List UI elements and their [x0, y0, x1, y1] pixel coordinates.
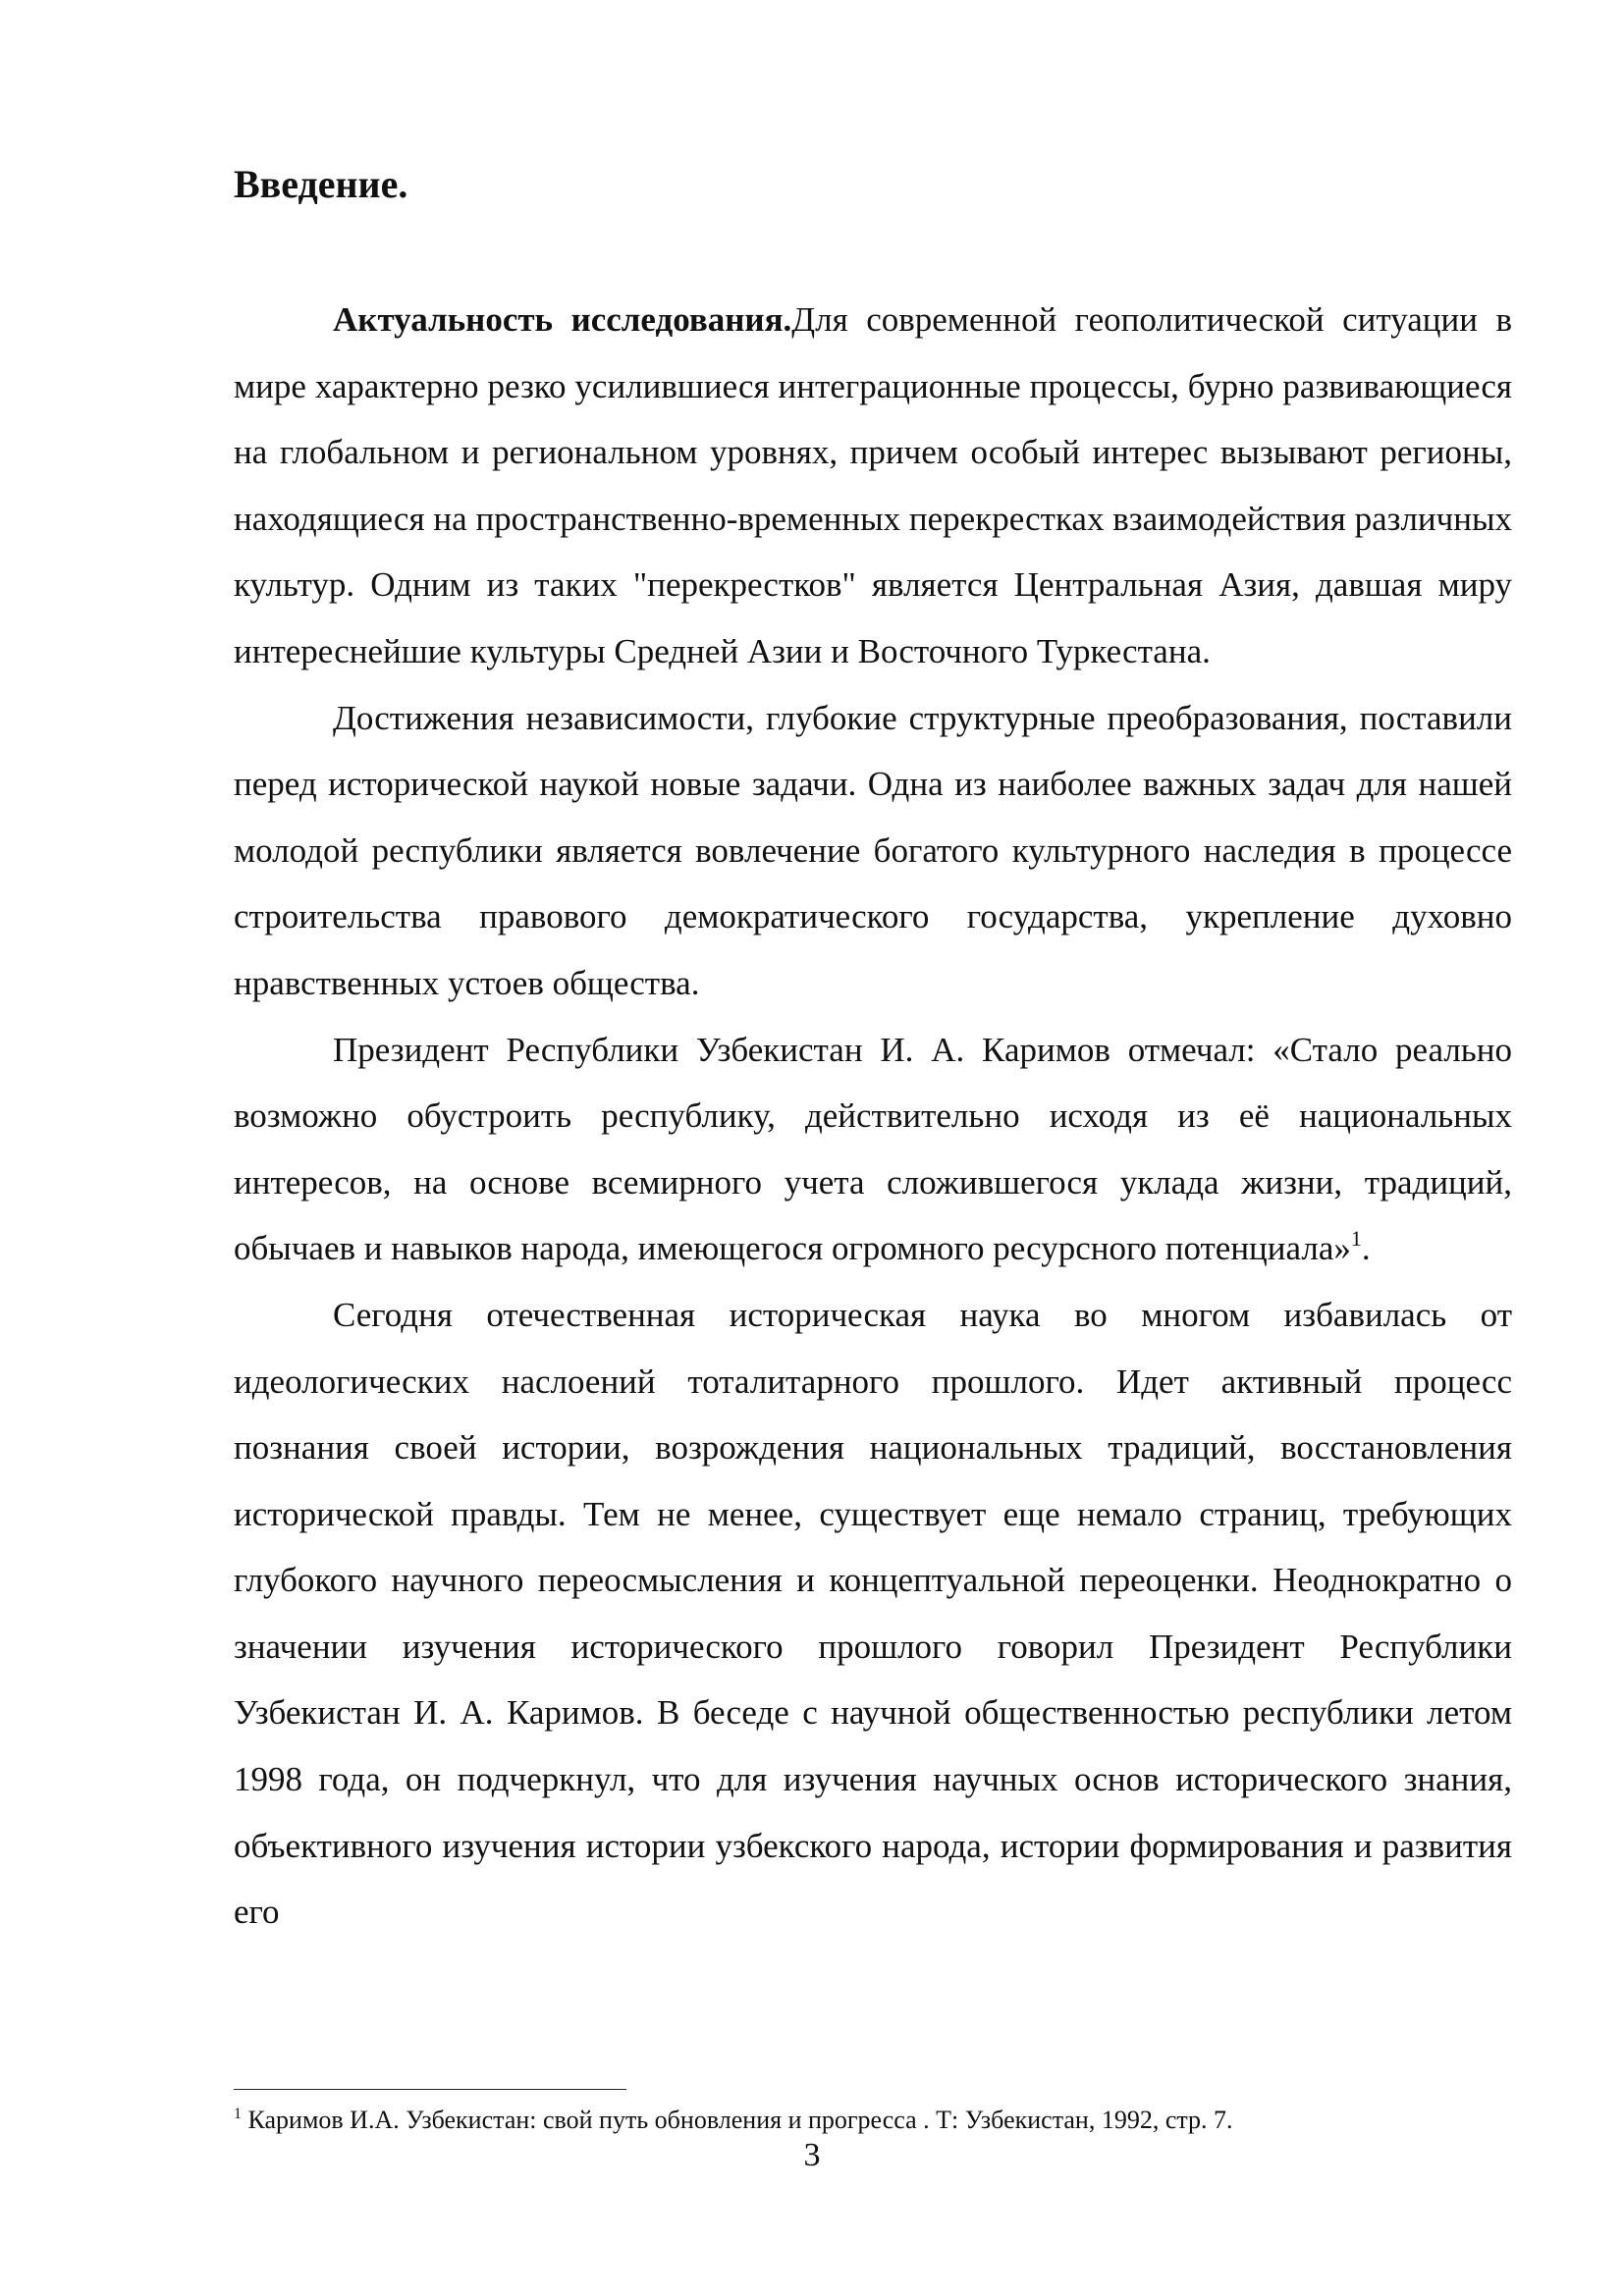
- paragraph-text: Для современной геополитической ситуации в мире характерно резко усилившиеся интеграционные процессы, бурно развивающиеся на глобальном и региональном уровнях, причем особый интерес вызывают регионы, находящиеся на пространственно-временных перекрестках взаимодействия различных культур. Одним из таких "перекрестков" является Центральная Азия, давшая миру интереснейшие культуры Средней Азии и Восточного Туркестана.: [234, 300, 1512, 670]
- footnote-separator: [234, 2089, 626, 2090]
- body-text: [234, 287, 1512, 1946]
- paragraph-independence: [234, 685, 1512, 1017]
- section-heading: Введение.: [234, 162, 408, 206]
- footnote: [234, 2105, 1233, 2136]
- paragraph-historical-science: [234, 1282, 1512, 1946]
- page-number: 3: [803, 2137, 821, 2173]
- paragraph-text: Сегодня отечественная историческая наука во многом избавилась от идеологических наслоений тоталитарного прошлого. Идет активный процесс познания своей истории, возрождения национальных традиций, восстановления исторической правды. Тем не менее, существует еще немало страниц, требующих глубокого научного переосмысления и концептуальной переоценки. Неоднократно о значении изучения исторического прошлого говорил Президент Республики Узбекистан И. А. Каримов. В беседе с научной общественностью республики летом 1998 года, он подчеркнул, что для изучения научных основ исторического знания, объективного изучения истории узбекского народа, истории формирования и развития его: [234, 1295, 1512, 1932]
- footnote-reference: 1: [1350, 1226, 1362, 1252]
- footnote-marker: 1: [234, 2106, 242, 2122]
- paragraph-lead: Актуальность исследования.: [333, 300, 792, 339]
- footnote-text: Каримов И.А. Узбекистан: свой путь обновления и прогресса . Т: Узбекистан, 1992, стр. 7.: [242, 2106, 1233, 2134]
- paragraph-text: Достижения независимости, глубокие структурные преобразования, поставили перед исторической наукой новые задачи. Одна из наиболее важных задач для нашей молодой республики является вовлечение богатого культурного наследия в процессе строительства правового демократического государства, укрепление духовно нравственных устоев общества.: [234, 698, 1512, 1002]
- paragraph-text: Президент Республики Узбекистан И. А. Каримов отмечал: «Стало реально возможно обустроить республику, действительно исходя из её национальных интересов, на основе всемирного учета сложившегося уклада жизни, традиций, обычаев и навыков народа, имеющегося огромного ресурсного потенциала»: [234, 1030, 1512, 1268]
- paragraph-relevance: [234, 287, 1512, 685]
- paragraph-president-quote: [234, 1017, 1512, 1282]
- paragraph-tail: .: [1361, 1229, 1371, 1268]
